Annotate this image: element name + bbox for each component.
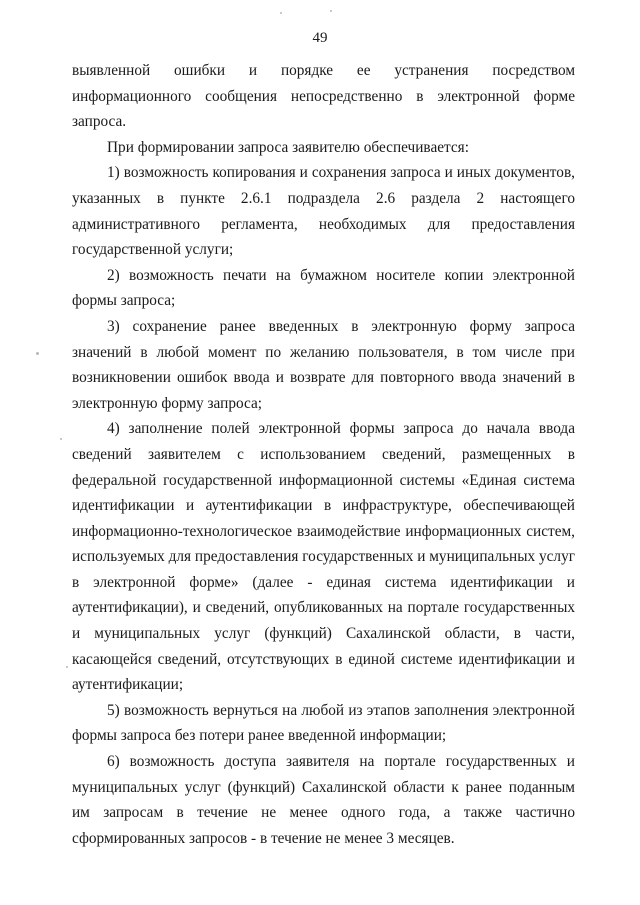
scan-speck [60, 438, 62, 440]
scan-speck [66, 666, 68, 668]
paragraph-item-1: 1) возможность копирования и сохранения запроса и иных документов, указанных в пункте 2.6.1 подраздела 2.6 раздела 2 настоящего административного регламента, необходимых для предоставления государственной услуги; [72, 164, 575, 259]
paragraph-item-5: 5) возможность вернуться на любой из этапов заполнения электронной формы запроса без потери ранее введенной информации; [72, 701, 575, 745]
scan-speck [280, 12, 282, 14]
paragraph-item-2: 2) возможность печати на бумажном носителе копии электронной формы запроса; [72, 266, 575, 310]
scan-speck [36, 352, 39, 355]
paragraph-item-6: 6) возможность доступа заявителя на портале государственных и муниципальных услуг (функций) Сахалинской области к ранее поданным им запросам в течение не менее одного года, а также частично сформированных запросов - в течение не менее 3 месяцев. [72, 753, 575, 847]
paragraph-item-3: 3) сохранение ранее введенных в электронную форму запроса значений в любой момент по желанию пользователя, в том числе при возникновении ошибок ввода и возврате для повторного ввода значений в электронную форму запроса; [72, 317, 575, 412]
paragraph-intro: При формировании запроса заявителю обеспечивается: [107, 138, 469, 156]
document-body [72, 58, 575, 851]
page-number: 49 [312, 30, 328, 46]
paragraph-item-4: 4) заполнение полей электронной формы запроса до начала ввода сведений заявителем с использованием сведений, размещенных в федеральной государственной информационной системы «Единая система идентификации и аутентификации в инфраструктуре, обеспечивающей информационно-технологическое взаимодействие информационных систем, используемых для предоставления государственных и муниципальных услуг в электронной форме» (далее - единая система идентификации и аутентификации), и сведений, опубликованных на портале государственных и муниципальных услуг (функций) Сахалинской области, в части, касающейся сведений, отсутствующих в единой системе идентификации и аутентификации; [72, 420, 575, 694]
paragraph-continuation: выявленной ошибки и порядке ее устранения посредством информационного сообщения непосредственно в электронной форме запроса. [72, 62, 575, 131]
scan-speck [330, 10, 332, 12]
